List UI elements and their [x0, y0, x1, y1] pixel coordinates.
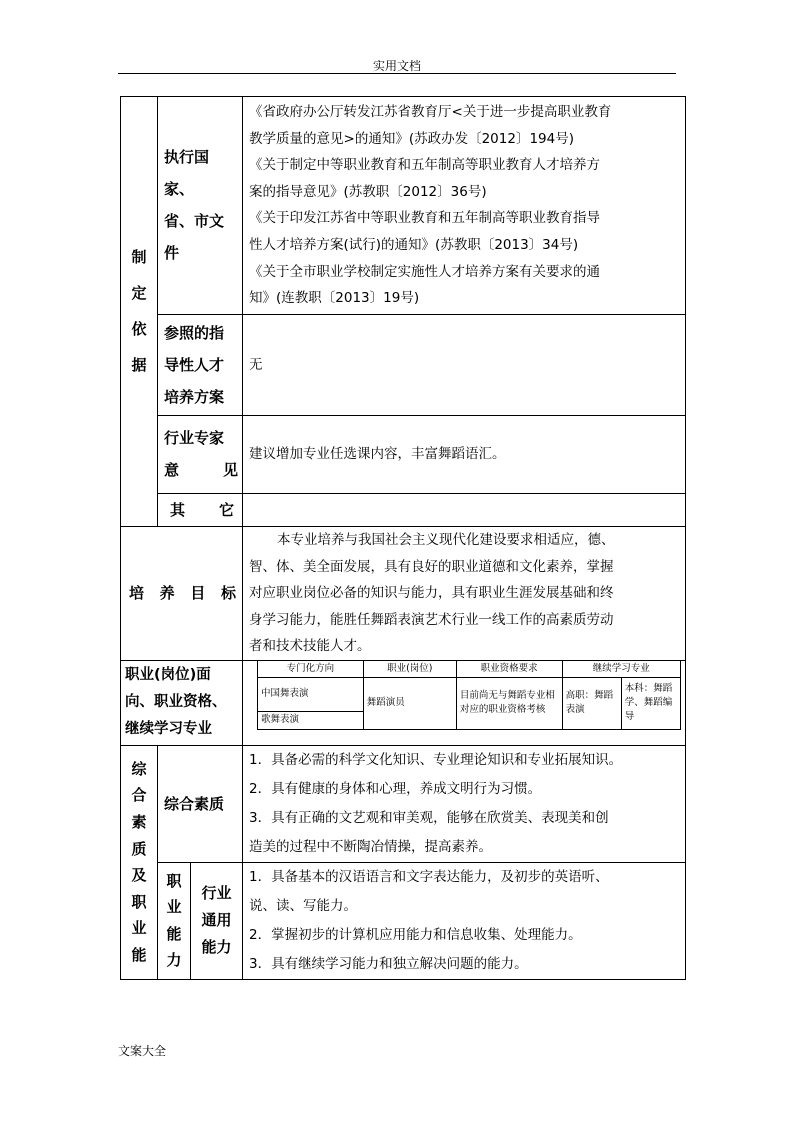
ref-plan-label: 参照的指 导性人才 培养方案	[158, 314, 243, 415]
list-item: 2．掌握初步的计算机应用能力和信息收集、处理能力。	[249, 926, 582, 943]
doc-line: 《关于全市职业学校制定实施性人才培养方案有关要求的通	[249, 263, 601, 280]
list-item: 造美的过程中不断陶冶情操，提高素养。	[249, 838, 493, 855]
doc-line: 《关于制定中等职业教育和五年制高等职业教育人才培养方	[249, 157, 601, 174]
doc-line: 知》(连教职〔2013〕19号)	[249, 290, 420, 307]
page-header: 实用文档	[372, 59, 421, 73]
common-ability-items	[243, 862, 686, 979]
ref-plan-value: 无	[243, 314, 686, 415]
career-header: 继续学习专业	[562, 660, 680, 677]
direction-cell: 歌舞表演	[258, 711, 364, 729]
header-divider	[118, 73, 676, 74]
exec-docs-list	[243, 97, 686, 315]
career-header: 专门化方向	[258, 660, 364, 677]
expert-opinion-label: 行业专家 意 见	[158, 415, 243, 493]
quality-ability-label: 综 合 素 质 及 职 业 能	[121, 745, 158, 979]
list-item: 2．具有健康的身体和心理，养成文明行为习惯。	[249, 780, 542, 797]
doc-line: 《关于印发江苏省中等职业教育和五年制高等职业教育指导	[249, 210, 601, 227]
job-cell: 舞蹈演员	[363, 677, 456, 729]
list-item: 1．具备基本的汉语语言和文字表达能力，及初步的英语听、	[249, 868, 609, 885]
career-label: 职业(岗位)面 向、职业资格、 继续学习专业	[121, 660, 243, 745]
professional-ability-label: 职 业 能 力	[158, 862, 191, 979]
page-footer: 文案大全	[118, 1044, 167, 1058]
higher-vocational-cell: 高职：舞蹈表演	[562, 677, 621, 729]
other-value	[243, 493, 686, 526]
general-quality-items	[243, 745, 686, 862]
common-ability-label: 行业 通用 能力	[191, 862, 243, 979]
training-goal-label: 培 养 目 标	[121, 526, 243, 660]
direction-cell: 中国舞表演	[258, 677, 364, 711]
list-item: 1．具备必需的科学文化知识、专业理论知识和专业拓展知识。	[249, 751, 623, 768]
career-header: 职业资格要求	[456, 660, 562, 677]
expert-opinion-value: 建议增加专业任选课内容，丰富舞蹈语汇。	[243, 415, 686, 493]
career-header: 职业(岗位)	[363, 660, 456, 677]
doc-line: 教学质量的意见>的通知》(苏政办发〔2012〕194号)	[249, 130, 574, 147]
doc-line: 案的指导意见》(苏教职〔2012〕36号)	[249, 183, 487, 200]
training-goal-text: 本专业培养与我国社会主义现代化建设要求相适应，德、 智、体、美全面发展，具有良好的职业道德和文化素养，掌握 对应职业岗位必备的知识与能力，具有职业生涯发展基础和终 身学习能力，能胜任舞蹈表演艺术行业一线工作的高素质劳动 者和技术技能人才。	[243, 526, 686, 660]
training-plan-table	[120, 96, 686, 980]
doc-line: 性人才培养方案(试行)的通知》(苏教职〔2013〕34号)	[249, 236, 579, 253]
qualification-cell: 目前尚无与舞蹈专业相对应的职业资格考核	[456, 677, 562, 729]
exec-docs-label: 执行国家、 省、市文 件	[158, 97, 243, 315]
undergraduate-cell: 本科：舞蹈学、舞蹈编导	[621, 677, 680, 729]
basis-section-label: 制 定 依 据	[121, 97, 158, 527]
career-cell	[243, 660, 686, 745]
list-item: 说、读、写能力。	[249, 897, 358, 914]
list-item: 3．具有继续学习能力和独立解决问题的能力。	[249, 955, 528, 972]
list-item: 3．具有正确的文艺观和审美观，能够在欣赏美、表现美和创	[249, 809, 609, 826]
career-table	[257, 660, 681, 730]
other-label: 其 它	[158, 493, 243, 526]
doc-line: 《省政府办公厅转发江苏省教育厅<关于进一步提高职业教育	[249, 104, 612, 120]
general-quality-label: 综合素质	[158, 745, 243, 862]
